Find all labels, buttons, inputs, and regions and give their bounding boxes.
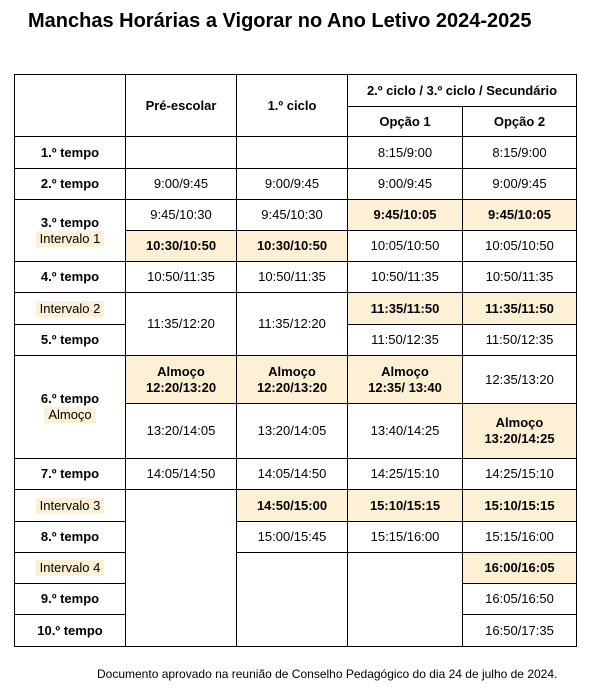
- cell-t6-op2: 12:35/13:20: [463, 356, 577, 404]
- cell-t4-op1: 10:50/11:35: [348, 262, 463, 293]
- cell-t8-op2: 15:15/16:00: [463, 522, 577, 553]
- row-label-intervalo-1: Intervalo 1: [36, 231, 105, 247]
- cell-t9-op2: 16:05/16:50: [463, 584, 577, 615]
- header-opcao-2: Opção 2: [463, 107, 577, 137]
- cell-i3-op1: 15:10/15:15: [348, 490, 463, 522]
- alm-pre-time: 12:20/13:20: [145, 379, 217, 395]
- row-label-t1: 1.º tempo: [15, 137, 126, 169]
- cell-t1-op2: 8:15/9:00: [463, 137, 577, 169]
- row-label-t4: 4.º tempo: [15, 262, 126, 293]
- cell-t2-pre: 9:00/9:45: [126, 169, 237, 200]
- header-group: 2.º ciclo / 3.º ciclo / Secundário: [348, 75, 577, 107]
- alm-pre-label: Almoço: [157, 363, 205, 379]
- row-label-intervalo-2: Intervalo 2: [36, 301, 105, 317]
- header-opcao-1: Opção 1: [348, 107, 463, 137]
- footer-note: Documento aprovado na reunião de Conselho Pedagógico do dia 24 de julho de 2024.: [97, 667, 558, 681]
- row-label-almoco: Almoço: [44, 407, 95, 423]
- cell-alm-pre: [126, 356, 237, 404]
- row-label-i4-cell: [15, 553, 126, 584]
- cell-t5-op1: 11:50/12:35: [348, 325, 463, 356]
- alm-op2-time: 13:20/14:25: [484, 431, 555, 446]
- row-label-t5: 5.º tempo: [15, 325, 126, 356]
- cell-t6-pre: 13:20/14:05: [126, 404, 237, 459]
- cell-t2-op1: 9:00/9:45: [348, 169, 463, 200]
- cell-t7-pre: 14:05/14:50: [126, 459, 237, 490]
- cell-t4-pre: 10:50/11:35: [126, 262, 237, 293]
- schedule-table: [14, 74, 577, 647]
- alm-op2-label: Almoço: [495, 415, 544, 430]
- cell-t3-pre: 9:45/10:30: [126, 200, 237, 231]
- cell-empty-c1-bottom: [237, 553, 348, 647]
- row-label-t6: 6.º tempo: [40, 391, 100, 406]
- cell-t7-op2: 14:25/15:10: [463, 459, 577, 490]
- alm-op1-label: Almoço: [381, 363, 429, 379]
- cell-i1-op1: 10:05/10:50: [348, 231, 463, 262]
- alm-op1-time: 12:35/ 13:40: [368, 379, 442, 395]
- row-label-t2: 2.º tempo: [15, 169, 126, 200]
- cell-alm-c1: [237, 356, 348, 404]
- cell-alm-op1: [348, 356, 463, 404]
- cell-i2-op2: 11:35/11:50: [463, 293, 577, 325]
- alm-c1-time: 12:20/13:20: [256, 379, 328, 395]
- row-label-t7: 7.º tempo: [15, 459, 126, 490]
- cell-empty-op1-bottom: [348, 553, 463, 647]
- cell-t10-op2: 16:50/17:35: [463, 615, 577, 647]
- header-1-ciclo: 1.º ciclo: [237, 75, 348, 137]
- cell-t7-c1: 14:05/14:50: [237, 459, 348, 490]
- row-label-t3: 3.º tempo: [40, 214, 100, 230]
- cell-t3-op1: 9:45/10:05: [348, 200, 463, 231]
- row-label-t8: 8.º tempo: [15, 522, 126, 553]
- cell-empty-pre-bottom: [126, 490, 237, 647]
- cell-t3-c1: 9:45/10:30: [237, 200, 348, 231]
- cell-t5-op2: 11:50/12:35: [463, 325, 577, 356]
- cell-t4-c1: 10:50/11:35: [237, 262, 348, 293]
- cell-t8-op1: 15:15/16:00: [348, 522, 463, 553]
- page-title: Manchas Horárias a Vigorar no Ano Letivo 2024-2025: [28, 10, 532, 32]
- row-label-t6-alm: [15, 356, 126, 459]
- header-pre-escolar: Pré-escolar: [126, 75, 237, 137]
- cell-i3-op2: 15:10/15:15: [463, 490, 577, 522]
- header-empty-cell: [15, 75, 126, 137]
- cell-t5-pre: 11:35/12:20: [126, 293, 237, 356]
- cell-i1-op2: 10:05/10:50: [463, 231, 577, 262]
- row-label-intervalo-4: Intervalo 4: [36, 560, 105, 576]
- cell-i1-pre: 10:30/10:50: [126, 231, 237, 262]
- row-label-intervalo-3: Intervalo 3: [36, 498, 105, 514]
- cell-t3-op2: 9:45/10:05: [463, 200, 577, 231]
- cell-i1-c1: 10:30/10:50: [237, 231, 348, 262]
- row-label-t3-i1: [15, 200, 126, 262]
- cell-empty: [126, 137, 237, 169]
- cell-i4-op2: 16:00/16:05: [463, 553, 577, 584]
- row-label-i3-cell: [15, 490, 126, 522]
- cell-i2-op1: 11:35/11:50: [348, 293, 463, 325]
- cell-t7-op1: 14:25/15:10: [348, 459, 463, 490]
- cell-t1-op1: 8:15/9:00: [348, 137, 463, 169]
- cell-t6-c1: 13:20/14:05: [237, 404, 348, 459]
- row-label-t10: 10.º tempo: [15, 615, 126, 647]
- cell-t4-op2: 10:50/11:35: [463, 262, 577, 293]
- cell-t2-op2: 9:00/9:45: [463, 169, 577, 200]
- cell-t6-op1: 13:40/14:25: [348, 404, 463, 459]
- cell-t2-c1: 9:00/9:45: [237, 169, 348, 200]
- cell-i3-c1: 14:50/15:00: [237, 490, 348, 522]
- row-label-i2-cell: [15, 293, 126, 325]
- row-label-t9: 9.º tempo: [15, 584, 126, 615]
- cell-t5-c1: 11:35/12:20: [237, 293, 348, 356]
- alm-c1-label: Almoço: [268, 363, 316, 379]
- cell-t8-c1: 15:00/15:45: [237, 522, 348, 553]
- cell-empty: [237, 137, 348, 169]
- cell-alm-op2: [463, 404, 577, 459]
